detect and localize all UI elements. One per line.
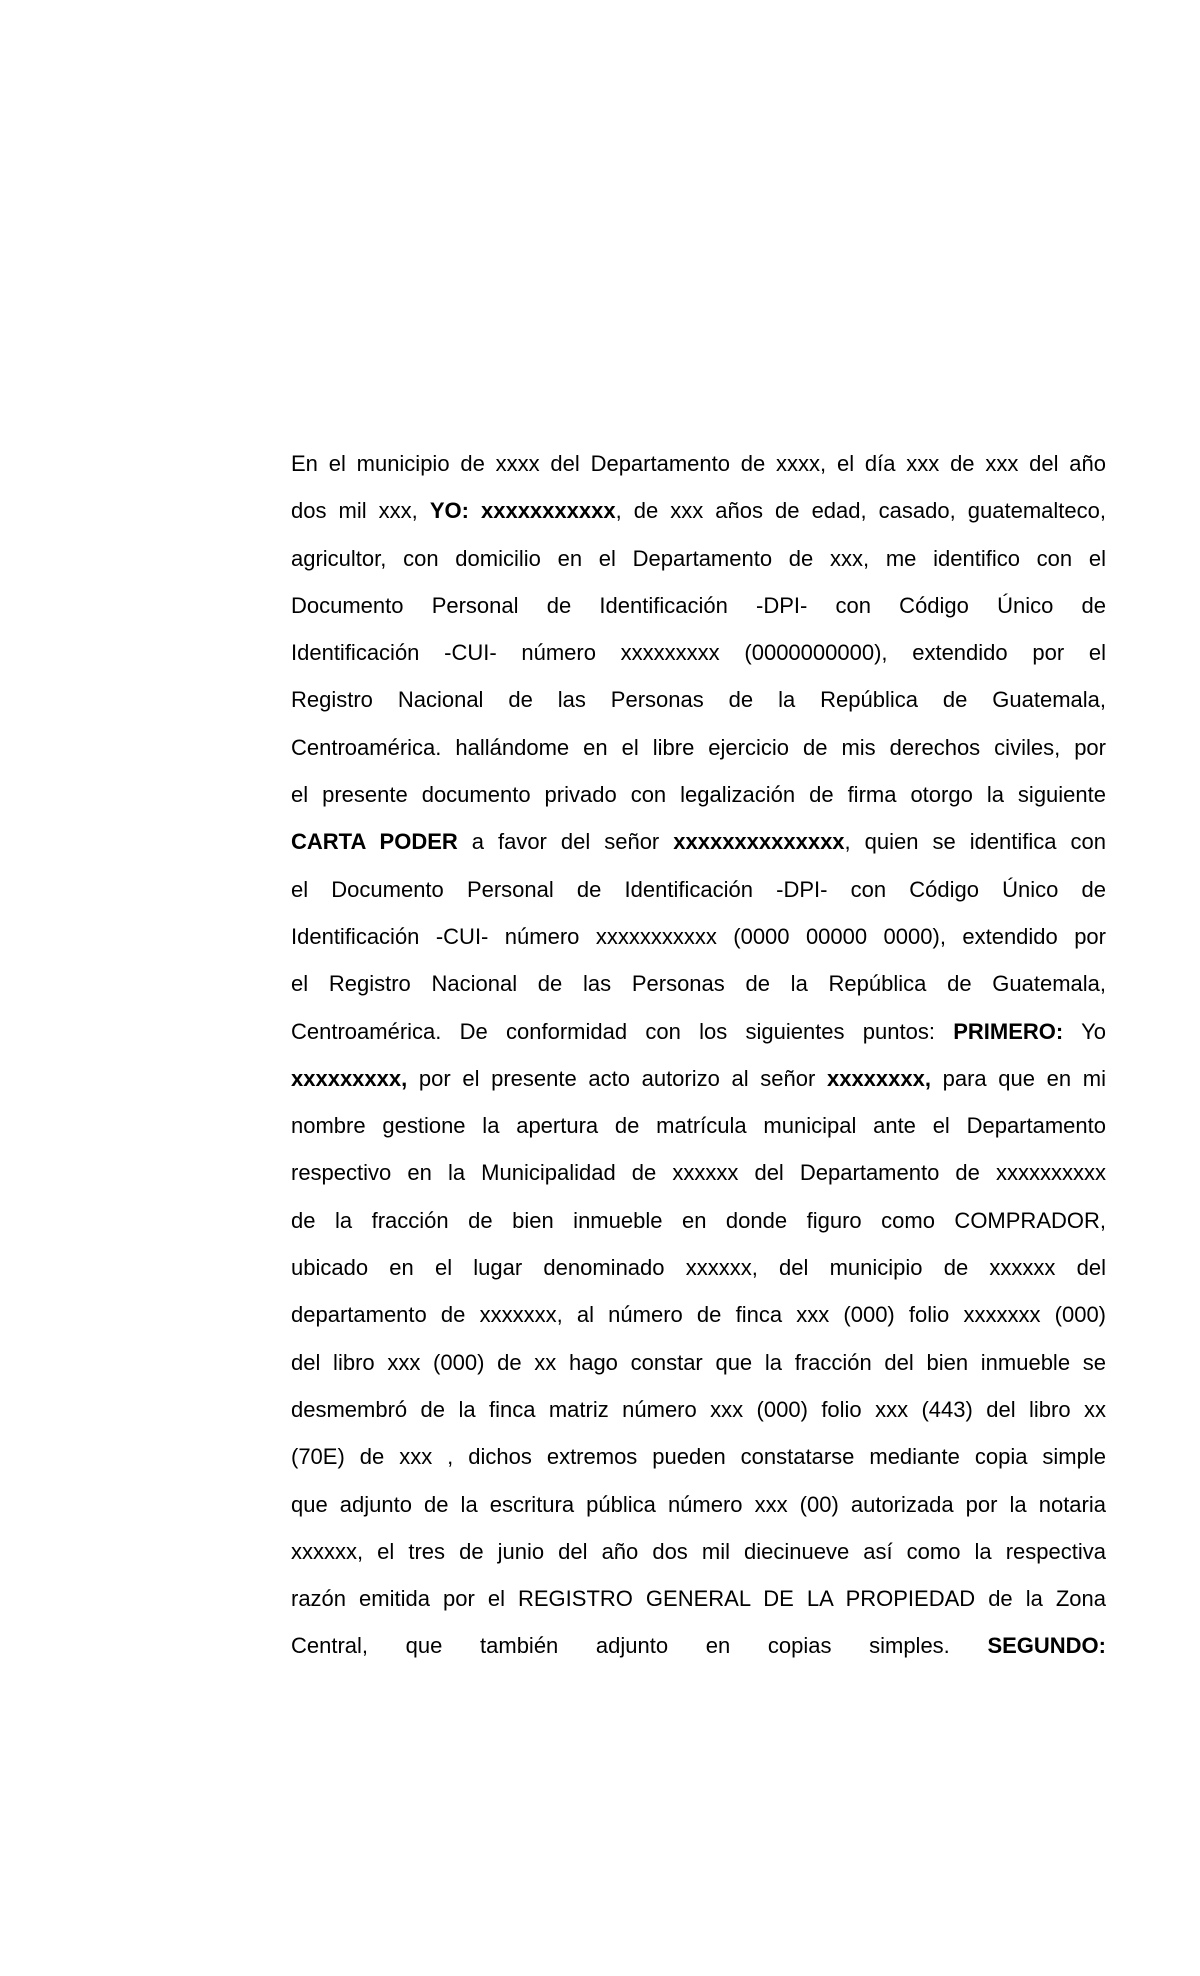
text-segment: respectivo en la Municipalidad de xxxxxx del Departamento de xxxxxxxxxx — [291, 1160, 1106, 1186]
text-segment: para que en mi — [930, 1065, 1106, 1091]
paragraph-line — [291, 1481, 1106, 1528]
paragraph-line — [291, 1008, 1106, 1055]
bold-text-segment: SEGUNDO: — [987, 1633, 1106, 1659]
text-segment: agricultor, con domicilio en el Departamento de xxx, me identifico con el — [291, 545, 1106, 571]
paragraph-line — [291, 771, 1106, 818]
bold-text-segment: xxxxxxxxxxxxxx — [673, 829, 845, 855]
text-segment: xxxxxx, el tres de junio del año dos mil diecinueve así como la respectiva — [291, 1538, 1106, 1564]
paragraph-line — [291, 1433, 1106, 1480]
text-segment: Centroamérica. hallándome en el libre ejercicio de mis derechos civiles, por — [291, 734, 1106, 760]
paragraph-line — [291, 1197, 1106, 1244]
paragraph-line — [291, 913, 1106, 960]
paragraph-line — [291, 1055, 1106, 1102]
text-segment: Registro Nacional de las Personas de la República de Guatemala, — [291, 687, 1106, 713]
text-segment: el presente documento privado con legalización de firma otorgo la siguiente — [291, 782, 1106, 808]
bold-text-segment: YO: xxxxxxxxxxx — [429, 498, 616, 524]
text-segment: de la fracción de bien inmueble en donde figuro como COMPRADOR, — [291, 1207, 1106, 1233]
text-segment: razón emitida por el REGISTRO GENERAL DE LA PROPIEDAD de la Zona — [291, 1586, 1106, 1612]
paragraph-line — [291, 629, 1106, 676]
paragraph-line — [291, 535, 1106, 582]
paragraph-line — [291, 440, 1106, 487]
text-segment: (70E) de xxx , dichos extremos pueden constatarse mediante copia simple — [291, 1444, 1106, 1470]
paragraph-line — [291, 818, 1106, 865]
text-segment: , quien se identifica con — [844, 829, 1106, 855]
text-segment: , de xxx años de edad, casado, guatemalteco, — [615, 498, 1106, 524]
paragraph-line — [291, 676, 1106, 723]
paragraph-line — [291, 1339, 1106, 1386]
text-segment: desmembró de la finca matriz número xxx (000) folio xxx (443) del libro xx — [291, 1396, 1106, 1422]
text-segment: ubicado en el lugar denominado xxxxxx, del municipio de xxxxxx del — [291, 1255, 1106, 1281]
paragraph-line — [291, 1149, 1106, 1196]
paragraph-line — [291, 1244, 1106, 1291]
bold-text-segment: CARTA PODER — [291, 829, 458, 855]
paragraph-line — [291, 487, 1106, 534]
text-segment: Documento Personal de Identificación -DPI- con Código Único de — [291, 592, 1106, 618]
text-segment: por el presente acto autorizo al señor — [407, 1065, 827, 1091]
paragraph-line — [291, 1622, 1106, 1669]
text-segment: Central, que también adjunto en copias simples. — [291, 1633, 988, 1659]
document-body-paragraph — [291, 440, 1106, 1670]
bold-text-segment: xxxxxxxx, — [826, 1065, 931, 1091]
text-segment: del libro xxx (000) de xx hago constar que la fracción del bien inmueble se — [291, 1349, 1106, 1375]
paragraph-line — [291, 582, 1106, 629]
bold-text-segment: PRIMERO: — [953, 1018, 1064, 1044]
text-segment: En el municipio de xxxx del Departamento de xxxx, el día xxx de xxx del año — [291, 451, 1106, 476]
paragraph-line — [291, 1575, 1106, 1622]
text-segment: Centroamérica. De conformidad con los siguientes puntos: — [291, 1018, 954, 1044]
bold-text-segment: xxxxxxxxx, — [291, 1065, 408, 1091]
paragraph-line — [291, 1386, 1106, 1433]
text-segment: Identificación -CUI- número xxxxxxxxx (0000000000), extendido por el — [291, 640, 1106, 666]
paragraph-line — [291, 960, 1106, 1007]
text-segment: Yo — [1063, 1018, 1106, 1044]
text-segment: el Documento Personal de Identificación -DPI- con Código Único de — [291, 876, 1106, 902]
text-segment: a favor del señor — [457, 829, 674, 855]
paragraph-line — [291, 1291, 1106, 1338]
text-segment: Identificación -CUI- número xxxxxxxxxxx (0000 00000 0000), extendido por — [291, 923, 1106, 949]
paragraph-line — [291, 1528, 1106, 1575]
text-segment: dos mil xxx, — [291, 498, 430, 524]
text-segment: departamento de xxxxxxx, al número de finca xxx (000) folio xxxxxxx (000) — [291, 1302, 1106, 1328]
text-segment: nombre gestione la apertura de matrícula municipal ante el Departamento — [291, 1113, 1106, 1139]
paragraph-line — [291, 1102, 1106, 1149]
paragraph-line — [291, 724, 1106, 771]
text-segment: que adjunto de la escritura pública número xxx (00) autorizada por la notaria — [291, 1491, 1106, 1517]
text-segment: el Registro Nacional de las Personas de la República de Guatemala, — [291, 971, 1106, 997]
paragraph-line — [291, 866, 1106, 913]
